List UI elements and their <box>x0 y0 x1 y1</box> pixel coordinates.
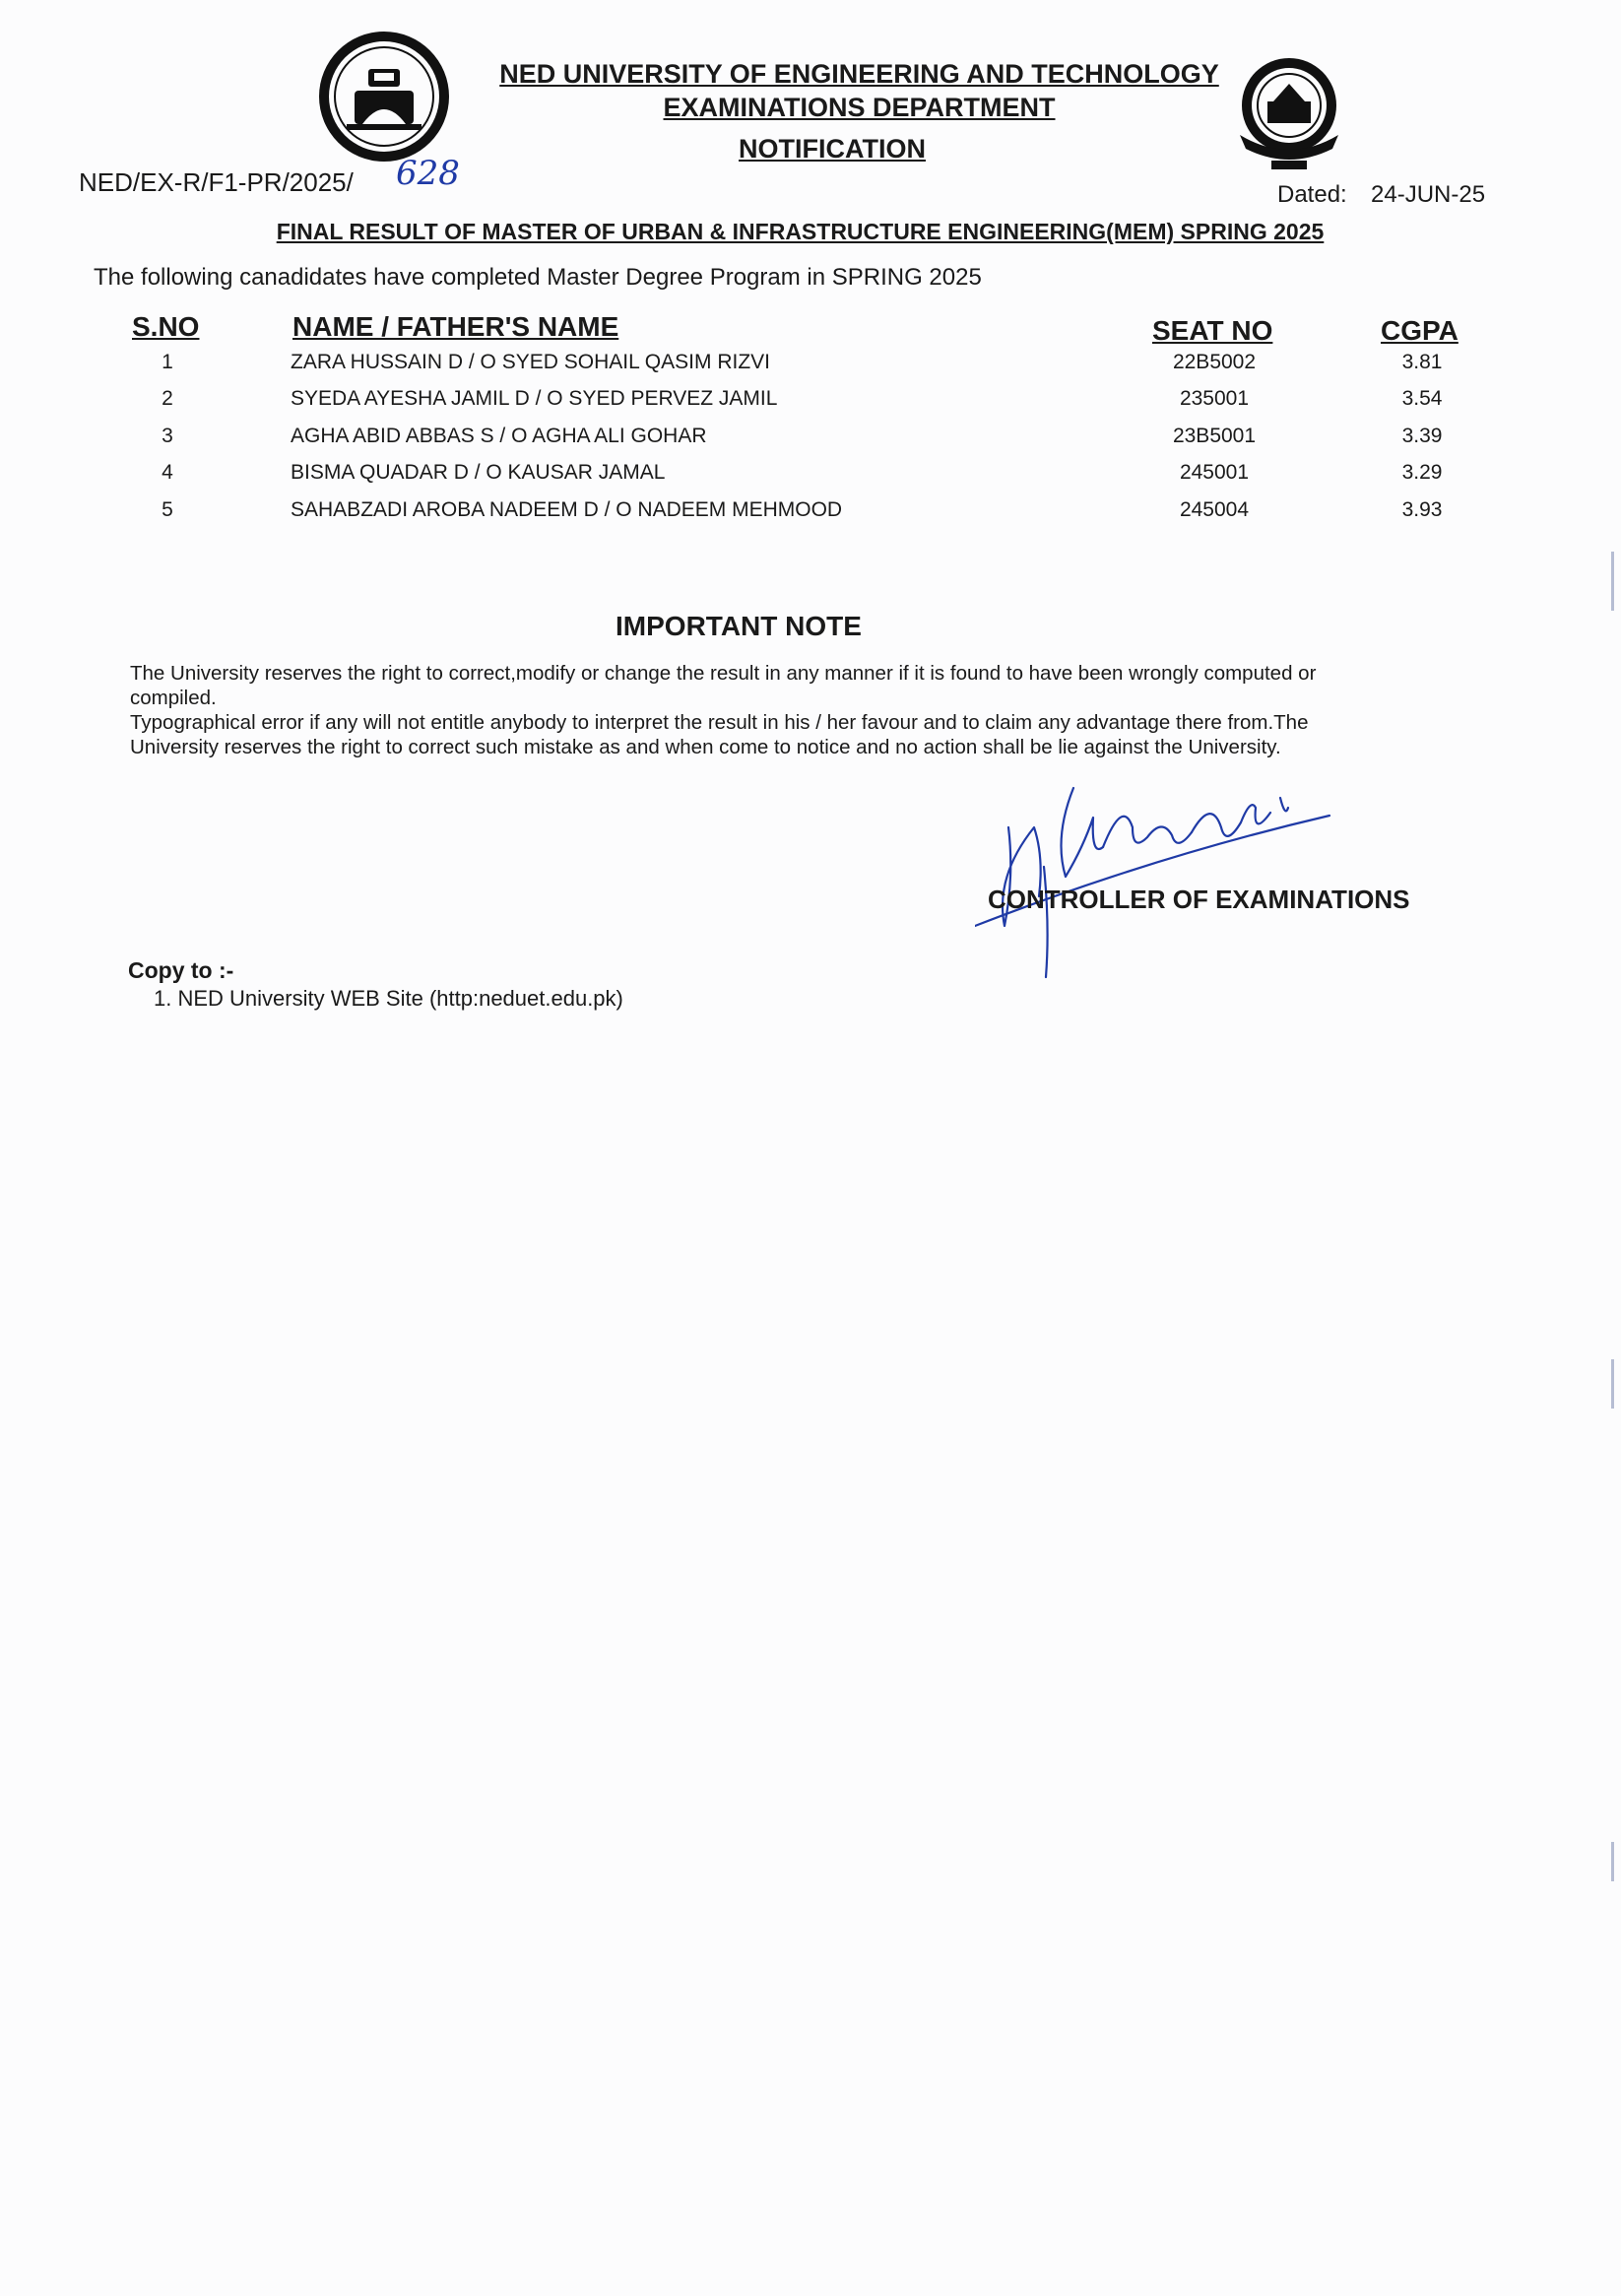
row-cgpa: 3.81 <box>1401 351 1443 373</box>
row-sno: 1 <box>162 351 173 373</box>
scan-edge-mark <box>1611 1842 1614 1881</box>
row-seat: 235001 <box>1179 387 1250 410</box>
column-header-cgpa: CGPA <box>1381 315 1459 346</box>
copy-to-item: 1. NED University WEB Site (http:neduet.edu.pk) <box>154 986 623 1011</box>
department-name: EXAMINATIONS DEPARTMENT <box>663 93 1056 122</box>
column-header-name: NAME / FATHER'S NAME <box>292 311 619 342</box>
university-logo-icon <box>317 30 451 164</box>
university-name: NED UNIVERSITY OF ENGINEERING AND TECHNOLOGY <box>499 59 1219 89</box>
table-row <box>0 425 1621 458</box>
row-cgpa: 3.29 <box>1401 461 1443 484</box>
row-sno: 2 <box>162 387 173 410</box>
row-name: SAHABZADI AROBA NADEEM D / O NADEEM MEHMOOD <box>291 498 843 521</box>
result-intro: The following canadidates have completed Master Degree Program in SPRING 2025 <box>94 264 982 291</box>
notification-heading: NOTIFICATION <box>739 134 926 164</box>
scan-edge-mark <box>1611 552 1614 611</box>
row-seat: 23B5001 <box>1172 425 1257 447</box>
dated-value: 24-JUN-25 <box>1371 181 1486 208</box>
result-title: FINAL RESULT OF MASTER OF URBAN & INFRASTRUCTURE ENGINEERING(MEM) SPRING 2025 <box>276 219 1325 244</box>
important-note-body <box>130 661 1327 759</box>
row-cgpa: 3.54 <box>1401 387 1443 410</box>
row-seat: 22B5002 <box>1172 351 1257 373</box>
row-name: ZARA HUSSAIN D / O SYED SOHAIL QASIM RIZVI <box>291 351 770 373</box>
row-seat: 245001 <box>1179 461 1250 484</box>
column-header-sno: S.NO <box>132 311 200 342</box>
row-seat: 245004 <box>1179 498 1250 521</box>
table-row <box>0 498 1621 532</box>
row-cgpa: 3.93 <box>1401 498 1443 521</box>
table-row <box>0 387 1621 421</box>
row-name: AGHA ABID ABBAS S / O AGHA ALI GOHAR <box>291 425 707 447</box>
row-cgpa: 3.39 <box>1401 425 1443 447</box>
controller-title: CONTROLLER OF EXAMINATIONS <box>988 885 1410 914</box>
copy-to-label: Copy to :- <box>128 957 234 983</box>
table-row <box>0 351 1621 384</box>
important-note-heading: IMPORTANT NOTE <box>616 611 862 641</box>
row-sno: 4 <box>162 461 173 484</box>
dated-label: Dated: <box>1277 181 1347 208</box>
row-name: BISMA QUADAR D / O KAUSAR JAMAL <box>291 461 666 484</box>
scan-edge-mark <box>1611 1359 1614 1409</box>
column-header-seat: SEAT NO <box>1152 315 1273 346</box>
row-sno: 3 <box>162 425 173 447</box>
note-paragraph-2: Typographical error if any will not entitle anybody to interpret the result in his / her favour and to claim any advantage there from.The University reserves the right to correct such mistake as and when come to notice and no action shall be lie against the University. <box>130 711 1309 758</box>
reference-handwritten-number: 628 <box>396 154 460 193</box>
table-row <box>0 461 1621 494</box>
note-paragraph-1: The University reserves the right to correct,modify or change the result in any manner if it is found to have been wrongly computed or compiled. <box>130 662 1317 709</box>
row-sno: 5 <box>162 498 173 521</box>
reference-number: NED/EX-R/F1-PR/2025/ <box>79 167 354 197</box>
centenary-logo-icon <box>1226 54 1352 172</box>
handwritten-signature-icon <box>975 758 1349 985</box>
row-name: SYEDA AYESHA JAMIL D / O SYED PERVEZ JAMIL <box>291 387 778 410</box>
